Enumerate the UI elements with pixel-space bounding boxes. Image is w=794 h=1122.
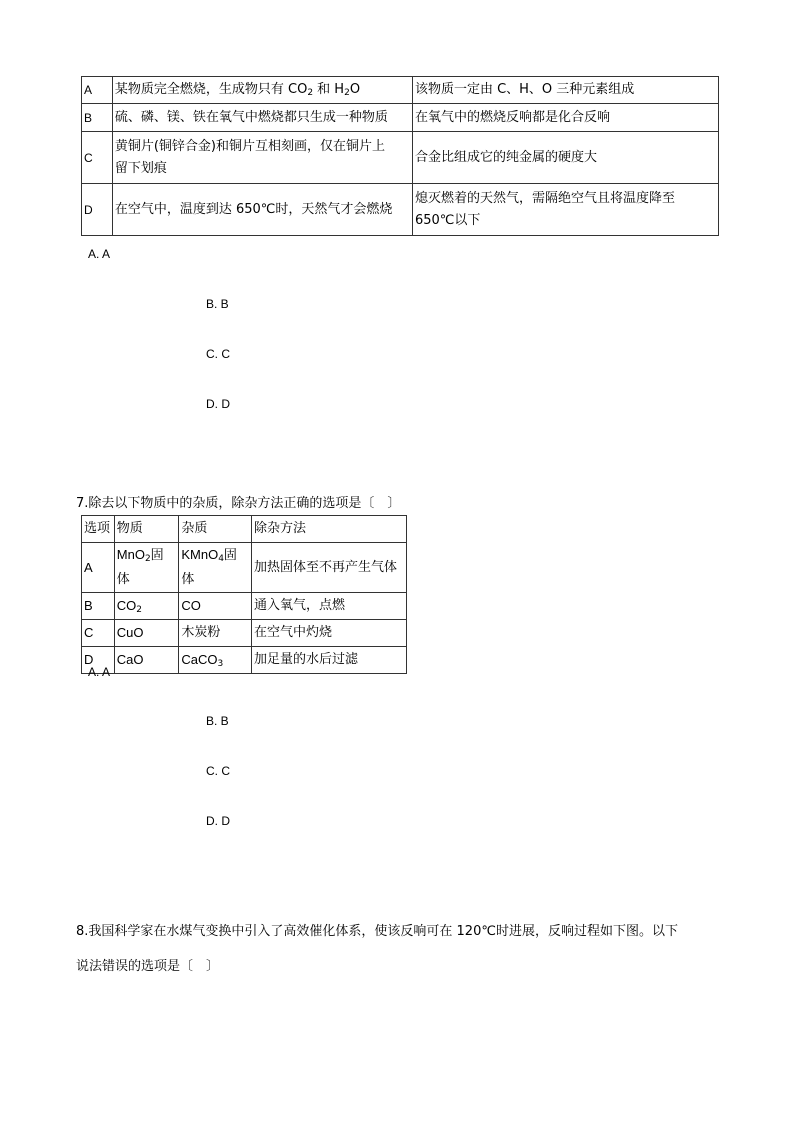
q7-option-d[interactable]: D. D	[206, 814, 230, 828]
table-row	[82, 593, 407, 620]
cell-conclusion: 合金比组成它的纯金属的硬度大	[412, 132, 718, 184]
row-label: A	[82, 77, 113, 104]
q8-stem-line1: 8.我国科学家在水煤气变换中引入了高效催化体系，使该反响可在 120℃时进展，反响过程如下图。以下	[76, 924, 678, 939]
table-header-row	[82, 516, 407, 543]
cell-conclusion: 熄灭燃着的天然气，需隔绝空气且将温度降至 650℃以下	[412, 184, 718, 236]
cell-substance: $CO_2$	[114, 593, 179, 620]
q6-option-c[interactable]: C. C	[206, 347, 230, 361]
cell-method: 在空气中灼烧	[251, 620, 406, 647]
cell-option: C	[82, 620, 115, 647]
q6-option-d[interactable]: D. D	[206, 397, 230, 411]
cell-substance: MnO$_2$固体	[114, 543, 179, 593]
cell-impurity: 木炭粉	[179, 620, 252, 647]
header-method: 除杂方法	[251, 516, 406, 543]
table-row	[82, 132, 719, 184]
cell-impurity: CaCO$_3$	[179, 647, 252, 674]
cell-statement: 在空气中，温度到达 650℃时，天然气才会燃烧	[112, 184, 412, 236]
row-label: C	[82, 132, 113, 184]
q7-option-b[interactable]: B. B	[206, 714, 229, 728]
cell-substance: CuO	[114, 620, 179, 647]
cell-impurity: KMnO$_4$固体	[179, 543, 252, 593]
header-substance: 物质	[114, 516, 179, 543]
header-option: 选项	[82, 516, 115, 543]
cell-method: 加热固体至不再产生气体	[251, 543, 406, 593]
q7-table	[81, 515, 407, 674]
header-impurity: 杂质	[179, 516, 252, 543]
q7-option-c[interactable]: C. C	[206, 764, 230, 778]
q6-option-a[interactable]: A. A	[88, 247, 111, 261]
cell-impurity: CO	[179, 593, 252, 620]
table-row	[82, 543, 407, 593]
cell-method: 加足量的水后过滤	[251, 647, 406, 674]
q6-option-b[interactable]: B. B	[206, 297, 229, 311]
table-row	[82, 647, 407, 674]
table-row	[82, 184, 719, 236]
table-row	[82, 620, 407, 647]
cell-option: B	[82, 593, 115, 620]
cell-statement: 硫、磷、镁、铁在氧气中燃烧都只生成一种物质	[112, 104, 412, 132]
table-row	[82, 104, 719, 132]
row-label: D	[82, 184, 113, 236]
cell-conclusion: 该物质一定由 C、H、O 三种元素组成	[412, 77, 718, 104]
row-label: B	[82, 104, 113, 132]
cell-option: D	[82, 647, 115, 674]
cell-method: 通入氧气，点燃	[251, 593, 406, 620]
q7-option-a[interactable]: A. A	[88, 665, 111, 679]
cell-statement: 黄铜片(铜锌合金)和铜片互相刻画，仅在铜片上 留下划痕	[112, 132, 412, 184]
cell-substance: CaO	[114, 647, 179, 674]
cell-statement: 某物质完全燃烧，生成物只有 $CO_2$ 和 $H_2O$	[112, 77, 412, 104]
q8-stem-line2: 说法错误的选项是〔 〕	[76, 959, 220, 974]
cell-conclusion: 在氧气中的燃烧反响都是化合反响	[412, 104, 718, 132]
q7-stem: 7.除去以下物质中的杂质，除杂方法正确的选项是〔 〕	[76, 496, 401, 511]
table-row	[82, 77, 719, 104]
q6-table	[81, 76, 719, 236]
cell-option: A	[82, 543, 115, 593]
